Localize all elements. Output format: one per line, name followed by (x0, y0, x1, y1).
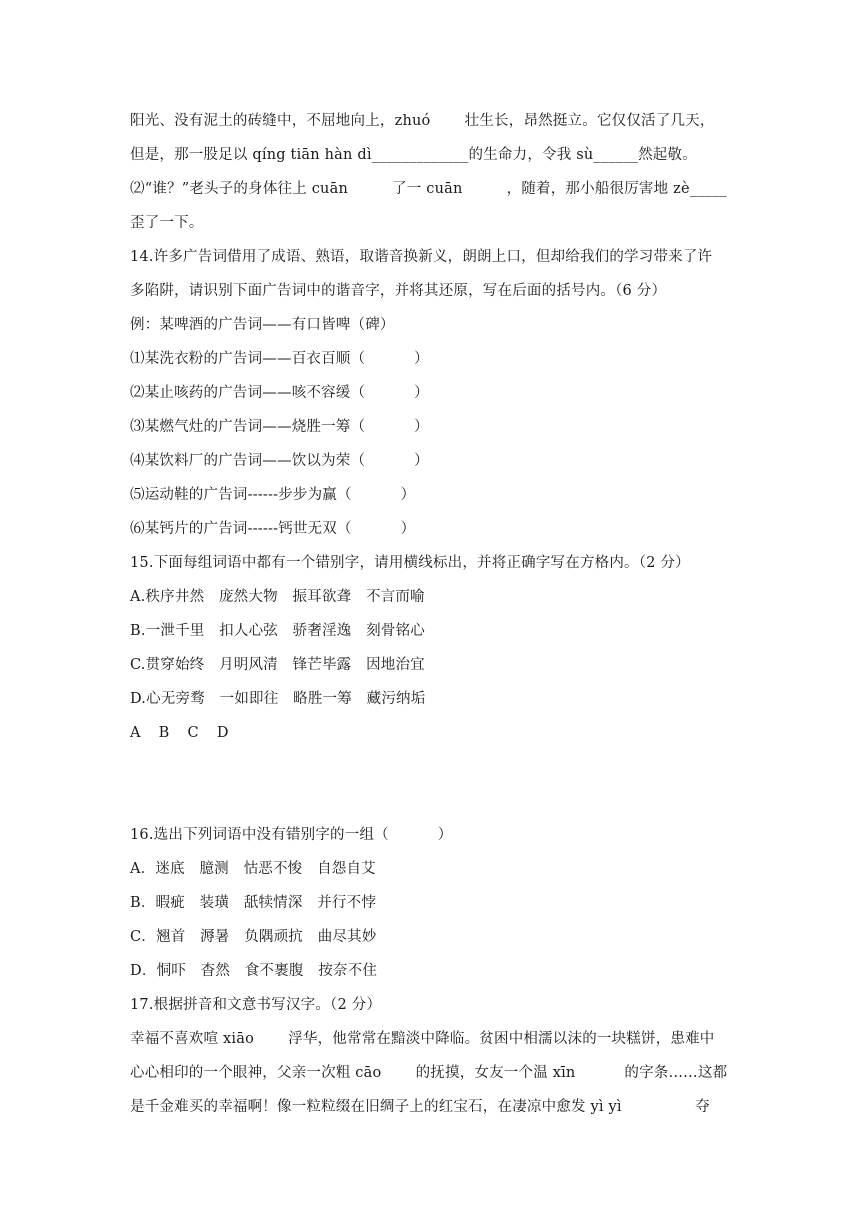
text-line: ⑵“谁？”老头子的身体往上 cuān 了一 cuān ，随着，那小船很厉害地 zè_____ (130, 181, 728, 197)
item-line: ⑶某燃气灶的广告词——烧胜一筹（ ） (130, 419, 429, 435)
text-line: 阳光、没有泥土的砖缝中，不屈地向上，zhuó 壮生长，昂然挺立。它仅仅活了几天， (130, 113, 715, 129)
text-line: 但是，那一股足以 qíng tiān hàn dì_____________的生命力，令我 sù______然起敬。 (130, 147, 697, 163)
document-content (130, 104, 730, 1124)
item-line: ⑵某止咳药的广告词——咳不容缓（ ） (130, 385, 429, 401)
option-line: B．暇疵 装璜 舐犊情深 并行不悖 (130, 895, 377, 911)
option-line: A．迷底 臆测 怙恶不悛 自怨自艾 (130, 861, 376, 877)
option-line: A.秩序井然 庞然大物 振耳欲聋 不言而喻 (130, 589, 425, 605)
answer-letters (130, 716, 730, 750)
text-line: 心心相印的一个眼神，父亲一次粗 cāo 的抚摸，女友一个温 xīn 的字条……这都 (130, 1065, 728, 1081)
item-line: ⑹某钙片的广告词------钙世无双（ ） (130, 521, 416, 537)
passage-continuation (130, 104, 730, 240)
option-line: D．恫吓 杳然 食不裹腹 按奈不住 (130, 963, 378, 979)
option-line: C．翘首 溽暑 负隅顽抗 曲尽其妙 (130, 929, 377, 945)
answer-letter: B (158, 725, 170, 741)
answer-letter: A (130, 725, 141, 741)
text-line: 是千金难买的幸福啊！像一粒粒缀在旧绸子上的红宝石，在凄凉中愈发 yì yì 夺 (130, 1099, 710, 1115)
item-line: ⑷某饮料厂的广告词——饮以为荣（ ） (130, 453, 429, 469)
question-17 (130, 988, 730, 1124)
option-line: B.一泄千里 扣人心弦 骄奢淫逸 刻骨铭心 (130, 623, 425, 639)
question-stem: 16.选出下列词语中没有错别字的一组（ ） (130, 827, 453, 843)
question-stem: 15.下面每组词语中都有一个错别字，请用横线标出，并将正确字写在方格内。（2 分） (130, 555, 690, 571)
question-stem: 14.许多广告词借用了成语、熟语，取谐音换新义，朗朗上口，但却给我们的学习带来了许 (130, 249, 713, 265)
option-line: C.贯穿始终 月明风清 锋芒毕露 因地治宜 (130, 657, 425, 673)
question-stem: 多陷阱，请识别下面广告词中的谐音字，并将其还原，写在后面的括号内。（6 分） (130, 283, 667, 299)
question-stem: 17.根据拼音和文意书写汉字。（2 分） (130, 997, 382, 1013)
blank-space (130, 750, 730, 818)
item-line: ⑴某洗衣粉的广告词——百衣百顺（ ） (130, 351, 429, 367)
item-line: ⑸运动鞋的广告词------步步为赢（ ） (130, 487, 416, 503)
text-line: 歪了一下。 (130, 215, 204, 231)
question-14 (130, 240, 730, 546)
question-16 (130, 818, 730, 988)
answer-letter: D (216, 725, 229, 741)
text-line: 幸福不喜欢喧 xiāo 浮华，他常常在黯淡中降临。贫困中相濡以沫的一块糕饼，患难中 (130, 1031, 715, 1047)
example-line: 例：某啤酒的广告词——有口皆啤（碑） (130, 317, 395, 333)
answer-letter: C (187, 725, 199, 741)
option-line: D.心无旁骛 一如即往 略胜一筹 藏污纳垢 (130, 691, 426, 707)
question-15 (130, 546, 730, 750)
